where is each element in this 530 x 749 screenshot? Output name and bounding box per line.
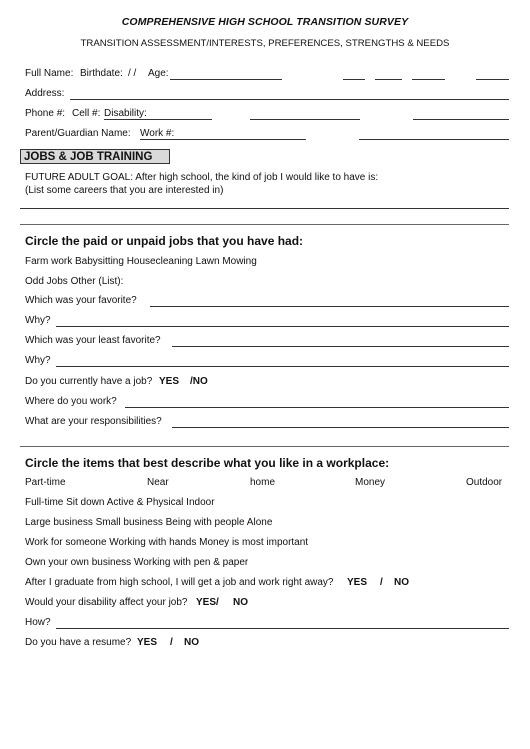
section-divider-1 (20, 224, 509, 225)
section-divider-2 (20, 446, 509, 447)
why-2-field[interactable] (56, 366, 509, 367)
resume-slash: / (170, 637, 173, 648)
phone-field-3[interactable] (413, 119, 509, 120)
why-1-label: Why? (25, 315, 51, 326)
resume-question: Do you have a resume? (25, 637, 132, 648)
full-name-field-4[interactable] (476, 79, 509, 80)
full-name-field-1[interactable] (343, 79, 365, 80)
goal-line-1: FUTURE ADULT GOAL: After high school, the kind of job I would like to have is: (25, 172, 379, 183)
address-field[interactable] (70, 99, 509, 100)
least-favorite-field[interactable] (172, 346, 509, 347)
how-label: How? (25, 617, 51, 628)
jobs-list-2: Odd Jobs Other (List): (25, 276, 124, 287)
age-field[interactable] (170, 79, 282, 80)
where-work-field[interactable] (125, 407, 509, 408)
how-field[interactable] (56, 628, 509, 629)
workplace-heading: Circle the items that best describe what you like in a workplace: (25, 456, 390, 470)
phone-label: Phone #: (25, 108, 66, 119)
current-job-no[interactable]: /NO (190, 376, 208, 387)
full-name-label: Full Name: (25, 68, 74, 79)
current-job-yes[interactable]: YES (159, 376, 180, 387)
workplace-row-4[interactable]: Work for someone Working with hands Money is most important (25, 537, 309, 548)
phone-field-2[interactable] (250, 119, 360, 120)
after-graduate-slash: / (380, 577, 383, 588)
after-graduate-no[interactable]: NO (394, 577, 409, 588)
form-title: COMPREHENSIVE HIGH SCHOOL TRANSITION SURVEY (121, 16, 409, 28)
disability-label: Disability: (104, 108, 147, 119)
why-1-field[interactable] (56, 326, 509, 327)
workplace-option-money[interactable]: Money (355, 477, 386, 488)
after-graduate-yes[interactable]: YES (347, 577, 368, 588)
least-favorite-label: Which was your least favorite? (25, 335, 161, 346)
resume-yes[interactable]: YES (137, 637, 158, 648)
workplace-option-home[interactable]: home (250, 477, 276, 488)
current-job-question: Do you currently have a job? (25, 376, 153, 387)
workplace-option-outdoor[interactable]: Outdoor (466, 477, 503, 488)
responsibilities-label: What are your responsibilities? (25, 416, 162, 427)
birthdate-slashes: / / (128, 68, 137, 79)
disability-affect-yes[interactable]: YES/ (196, 597, 219, 608)
age-label: Age: (148, 68, 169, 79)
goal-line-2: (List some careers that you are interested in) (25, 185, 224, 196)
address-label: Address: (25, 88, 65, 99)
favorite-label: Which was your favorite? (25, 295, 137, 306)
workplace-row-5[interactable]: Own your own business Working with pen & paper (25, 557, 249, 568)
workplace-row-3[interactable]: Large business Small business Being with people Alone (25, 517, 273, 528)
favorite-field[interactable] (150, 306, 509, 307)
responsibilities-field[interactable] (172, 427, 509, 428)
full-name-field-2[interactable] (375, 79, 402, 80)
disability-field[interactable] (104, 119, 212, 120)
disability-affect-no[interactable]: NO (233, 597, 248, 608)
workplace-row-2[interactable]: Full-time Sit down Active & Physical Indoor (25, 497, 215, 508)
section-badge: JOBS & JOB TRAINING (20, 149, 170, 164)
after-graduate-question: After I graduate from high school, I will get a job and work right away? (25, 577, 334, 588)
cell-label: Cell #: (72, 108, 101, 119)
birthdate-label: Birthdate: (80, 68, 123, 79)
full-name-field-3[interactable] (412, 79, 445, 80)
parent-field-2[interactable] (359, 139, 509, 140)
workplace-option-near[interactable]: Near (147, 477, 169, 488)
workplace-option-part-time[interactable]: Part-time (25, 477, 66, 488)
parent-label: Parent/Guardian Name: (25, 128, 131, 139)
work-field[interactable] (140, 139, 306, 140)
form-subtitle: TRANSITION ASSESSMENT/INTERESTS, PREFERENCES, STRENGTHS & NEEDS (80, 38, 450, 49)
why-2-label: Why? (25, 355, 51, 366)
resume-no[interactable]: NO (184, 637, 199, 648)
jobs-heading: Circle the paid or unpaid jobs that you have had: (25, 234, 304, 248)
disability-affect-question: Would your disability affect your job? (25, 597, 188, 608)
goal-field[interactable] (20, 208, 509, 209)
work-label: Work #: (140, 128, 175, 139)
where-work-label: Where do you work? (25, 396, 117, 407)
jobs-list-1: Farm work Babysitting Housecleaning Lawn Mowing (25, 256, 257, 267)
